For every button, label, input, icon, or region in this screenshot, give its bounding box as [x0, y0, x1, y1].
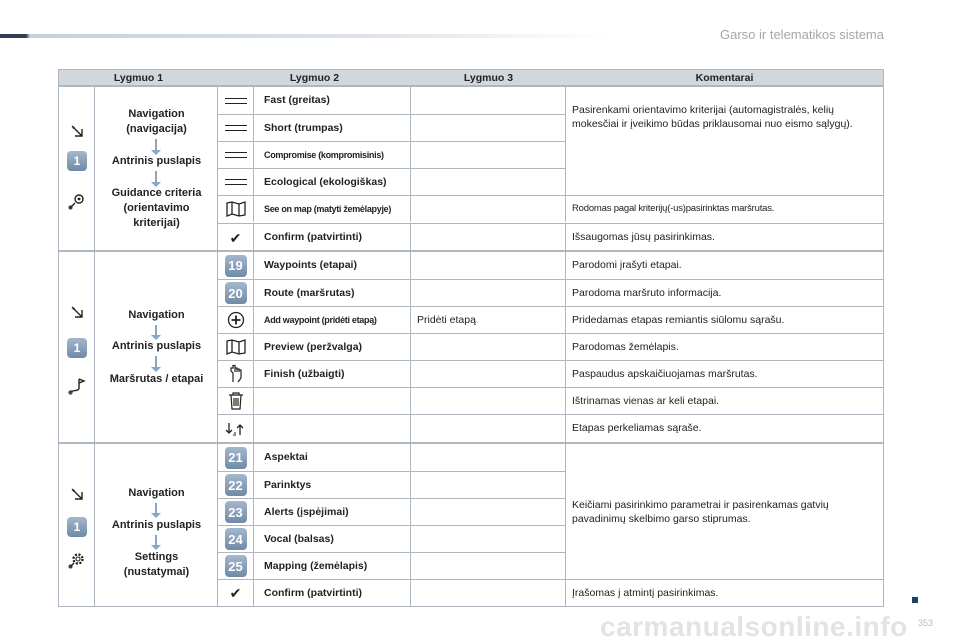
level3-label	[411, 87, 566, 114]
option-button-icon	[218, 115, 254, 141]
level2-label: Short (trumpas)	[254, 115, 411, 141]
comment-settings: Keičiami pasirinkimo parametrai ir pasirenkamas gatvių pavadinimų skelbimo garso stiprumas.	[572, 499, 829, 525]
page-marker	[912, 597, 918, 603]
level2-label: Route (maršrutas)	[254, 280, 411, 306]
down-arrow-icon	[155, 503, 157, 514]
level3-label: Pridėti etapą	[411, 307, 566, 333]
table-row[interactable]	[218, 414, 883, 442]
guidance-settings-icon	[67, 191, 87, 211]
check-icon: ✔	[218, 580, 254, 606]
level2-label: Mapping (žemėlapis)	[254, 553, 411, 579]
table-row[interactable]	[218, 333, 883, 360]
table-row[interactable]	[218, 141, 566, 168]
section-title: Garso ir telematikos sistema	[720, 27, 884, 42]
col-level1-header: Lygmuo 1	[113, 72, 164, 84]
down-arrow-icon	[155, 171, 157, 183]
comment: Etapas perkeliamas sąraše.	[572, 422, 702, 434]
table-row[interactable]	[218, 498, 566, 525]
level3-label	[411, 499, 566, 525]
level2-label: See on map (matyti žemėlapyje)	[254, 196, 411, 222]
level3-label	[411, 224, 566, 251]
level1-icons	[59, 252, 95, 442]
group-settings	[58, 443, 884, 607]
level3-label	[411, 280, 566, 306]
option-button-icon	[218, 87, 254, 114]
trash-icon	[218, 388, 254, 414]
level3-label	[411, 415, 566, 442]
add-waypoint-icon	[218, 307, 254, 333]
table-row[interactable]	[218, 525, 566, 552]
level1-navigation: Navigation	[128, 309, 185, 321]
level2-label: Finish (užbaigti)	[254, 361, 411, 387]
level1-path	[95, 87, 218, 250]
map-icon	[218, 196, 254, 222]
level2-label: Compromise (kompromisinis)	[254, 142, 411, 168]
badge-1: 1	[67, 338, 87, 358]
down-arrow-icon	[155, 535, 157, 546]
level1-subpage: Antrinis puslapis	[111, 519, 202, 531]
group-route-waypoints	[58, 251, 884, 443]
level1-navigation: Navigation (navigacija)	[126, 108, 187, 135]
navigation-icon	[67, 484, 87, 504]
watermark: carmanualsonline.info	[600, 611, 908, 642]
header-accent-bar	[0, 34, 610, 38]
table-row[interactable]	[218, 114, 566, 141]
badge-25: 25	[218, 553, 254, 579]
badge-20: 20	[218, 280, 254, 306]
badge-23: 23	[218, 499, 254, 525]
level2-label: Confirm (patvirtinti)	[254, 580, 411, 606]
comment-guidance-criteria: Pasirenkami orientavimo kriterijai (automagistralės, kelių mokesčiai ir įveikimo būdas priklausomai nuo eismo sąlygų).	[572, 104, 853, 130]
table-row[interactable]	[218, 552, 566, 579]
check-icon: ✔	[218, 224, 254, 251]
reorder-icon	[218, 415, 254, 442]
comment: Ištrinamas vienas ar keli etapai.	[572, 395, 720, 407]
level3-label	[411, 142, 566, 168]
level1-icons	[59, 87, 95, 250]
table-row[interactable]	[218, 195, 883, 222]
level1-path	[95, 444, 218, 606]
level3-label	[411, 388, 566, 414]
level2-label: Vocal (balsas)	[254, 526, 411, 552]
finish-hand-icon	[218, 361, 254, 387]
table-row[interactable]	[218, 279, 883, 306]
level3-label	[411, 472, 566, 498]
level1-path	[95, 252, 218, 442]
down-arrow-icon	[155, 139, 157, 151]
level3-label	[411, 361, 566, 387]
col-level2-header: Lygmuo 2	[289, 72, 340, 84]
menu-table	[58, 69, 884, 607]
table-row[interactable]	[218, 223, 883, 251]
down-arrow-icon	[155, 325, 157, 336]
level2-label: Ecological (ekologiškas)	[254, 169, 411, 195]
route-flag-icon	[67, 376, 87, 396]
level3-label	[411, 553, 566, 579]
level3-label	[411, 196, 566, 222]
col-comments-header: Komentarai	[695, 72, 754, 84]
level2-label: Alerts (įspėjimai)	[254, 499, 411, 525]
level1-guidance-criteria: Guidance criteria (orientavimo kriterijai)	[111, 187, 202, 229]
badge-21: 21	[218, 444, 254, 471]
level1-icons	[59, 444, 95, 606]
badge-22: 22	[218, 472, 254, 498]
group-guidance-criteria	[58, 86, 884, 251]
table-row[interactable]	[218, 306, 883, 333]
table-row[interactable]	[218, 444, 566, 471]
level2-label	[254, 388, 411, 414]
option-button-icon	[218, 169, 254, 195]
badge-1: 1	[67, 151, 87, 171]
level1-navigation: Navigation	[128, 487, 185, 499]
settings-gear-icon	[67, 550, 87, 570]
level2-label	[254, 415, 411, 442]
table-row[interactable]	[218, 471, 566, 498]
level1-subpage: Antrinis puslapis	[111, 340, 202, 352]
table-row[interactable]	[218, 360, 883, 387]
level2-label: Waypoints (etapai)	[254, 252, 411, 279]
level3-label	[411, 115, 566, 141]
level3-label	[411, 169, 566, 195]
page-number: 353	[918, 618, 934, 628]
level2-label: Confirm (patvirtinti)	[254, 224, 411, 251]
table-header	[58, 69, 884, 86]
level1-route: Maršrutas / etapai	[109, 373, 204, 385]
level3-label	[411, 252, 566, 279]
option-button-icon	[218, 142, 254, 168]
badge-1: 1	[67, 517, 87, 537]
level1-settings: Settings (nustatymai)	[123, 551, 190, 578]
comment: Įrašomas į atmintį pasirinkimas.	[572, 587, 719, 599]
comment: Parodomi įrašyti etapai.	[572, 259, 682, 271]
comment: Pridedamas etapas remiantis siūlomu sąrašu.	[572, 314, 785, 326]
navigation-icon	[67, 302, 87, 322]
table-row[interactable]	[218, 579, 883, 606]
level3-label	[411, 444, 566, 471]
level1-subpage: Antrinis puslapis	[111, 155, 202, 167]
comment: Rodomas pagal kriterijų(-us)pasirinktas maršrutas.	[572, 203, 775, 214]
badge-24: 24	[218, 526, 254, 552]
down-arrow-icon	[155, 356, 157, 368]
level2-label: Aspektai	[254, 444, 411, 471]
comment: Išsaugomas jūsų pasirinkimas.	[572, 231, 715, 243]
badge-19: 19	[218, 252, 254, 279]
comment: Parodomas žemėlapis.	[572, 341, 679, 353]
level2-label: Fast (greitas)	[254, 87, 411, 114]
level2-label: Parinktys	[254, 472, 411, 498]
level3-label	[411, 580, 566, 606]
level3-label	[411, 526, 566, 552]
navigation-icon	[67, 121, 87, 141]
level2-label: Add waypoint (pridėti etapą)	[254, 307, 411, 333]
comment: Paspaudus apskaičiuojamas maršrutas.	[572, 368, 758, 380]
map-icon	[218, 334, 254, 360]
level2-label: Preview (peržvalga)	[254, 334, 411, 360]
col-level3-header: Lygmuo 3	[463, 72, 514, 84]
table-row[interactable]	[218, 387, 883, 414]
table-row[interactable]	[218, 168, 566, 195]
level3-label	[411, 334, 566, 360]
comment: Parodoma maršruto informacija.	[572, 287, 722, 299]
table-row[interactable]	[218, 252, 883, 279]
